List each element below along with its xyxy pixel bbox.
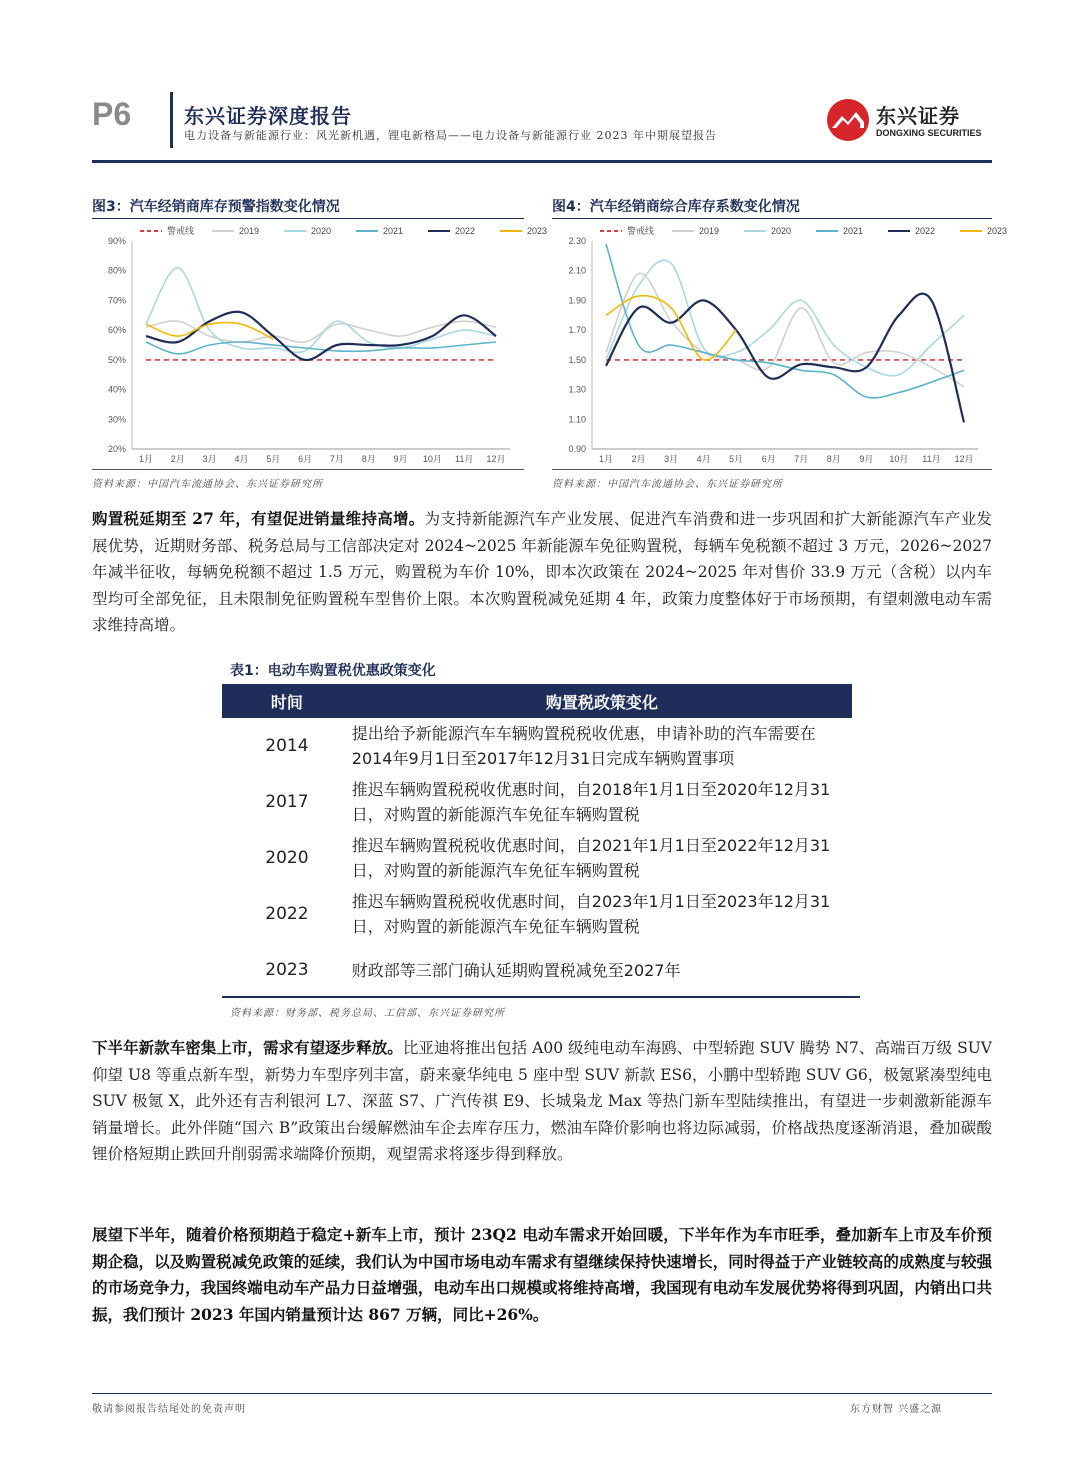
x-tick-label: 4月 <box>696 454 711 464</box>
table-cell-year: 2017 <box>265 792 309 812</box>
page-number: P6 <box>92 96 132 132</box>
figure-3-rule <box>92 218 524 219</box>
x-tick-label: 8月 <box>361 454 376 464</box>
x-tick-label: 12月 <box>486 454 506 464</box>
y-tick-label: 1.10 <box>568 414 586 425</box>
y-tick-label: 0.90 <box>568 444 586 454</box>
legend-label: 2019 <box>239 226 260 236</box>
x-tick-label: 10月 <box>422 454 442 464</box>
legend-label: 2019 <box>699 226 720 236</box>
report-subtitle: 电力设备与新能源行业：风光新机遇，锂电新格局——电力设备与新能源行业 2023 年中期展望报告 <box>184 129 717 142</box>
table-cell-policy: 提出给予新能源汽车车辆购置税税收优惠，申请补助的汽车需要在2014年9月1日至2017年12月31日完成车辆购置事项 <box>351 724 816 768</box>
legend-label: 2023 <box>987 226 1008 236</box>
table-row <box>222 774 852 830</box>
legend-label: 2023 <box>527 226 548 236</box>
x-tick-label: 5月 <box>729 454 744 464</box>
table-cell-year: 2020 <box>265 848 309 868</box>
y-tick-label: 1.70 <box>568 325 586 336</box>
x-tick-label: 9月 <box>393 454 408 464</box>
x-tick-label: 12月 <box>954 454 974 464</box>
paragraph-2-lead: 下半年新款车密集上市，需求有望逐步释放。 <box>92 1038 403 1057</box>
figure-4-rule <box>552 218 992 219</box>
y-tick-label: 1.30 <box>568 384 586 395</box>
y-tick-label: 1.50 <box>568 354 586 365</box>
series-line-2022 <box>606 294 964 423</box>
table-header-policy: 购置税政策变化 <box>352 684 852 718</box>
x-tick-label: 7月 <box>794 454 809 464</box>
company-logo-icon <box>826 98 870 142</box>
x-tick-label: 11月 <box>922 454 941 464</box>
report-title: 东兴证券深度报告 <box>184 104 352 128</box>
y-tick-label: 2.30 <box>568 236 586 246</box>
table-cell-policy: 推迟车辆购置税税收优惠时间，自2023年1月1日至2023年12月31日，对购置的新能源汽车免征车辆购置税 <box>351 892 831 936</box>
y-tick-label: 1.90 <box>568 295 586 306</box>
legend-label: 2021 <box>383 226 404 236</box>
x-tick-label: 4月 <box>234 454 249 464</box>
y-tick-label: 20% <box>107 444 126 454</box>
paragraph-purchase-tax <box>92 506 992 639</box>
y-tick-label: 80% <box>107 265 126 276</box>
header-rule <box>92 160 992 163</box>
y-tick-label: 30% <box>107 414 126 425</box>
table-cell-policy: 财政部等三部门确认延期购置税减免至2027年 <box>351 960 681 980</box>
y-tick-label: 70% <box>107 295 126 306</box>
series-line-2019 <box>146 321 496 342</box>
x-tick-label: 5月 <box>266 454 281 464</box>
table-bottom-rule <box>222 996 860 998</box>
x-tick-label: 2月 <box>631 454 646 464</box>
figure-4-source: 资料来源：中国汽车流通协会、东兴证券研究所 <box>552 479 783 490</box>
table-cell-year: 2014 <box>265 736 309 756</box>
x-tick-label: 3月 <box>664 454 679 464</box>
legend-label: 2020 <box>771 226 792 236</box>
legend-label: 2020 <box>311 226 332 236</box>
figure-4-bottom-rule <box>552 469 992 470</box>
table-cell-policy: 推迟车辆购置税税收优惠时间，自2018年1月1日至2020年12月31日，对购置的新能源汽车免征车辆购置税 <box>351 780 831 824</box>
table-cell-year: 2022 <box>265 904 309 924</box>
series-line-2021 <box>146 342 496 354</box>
table-row <box>222 718 852 774</box>
legend-label: 2022 <box>455 226 476 236</box>
table-cell-policy: 推迟车辆购置税税收优惠时间，自2021年1月1日至2022年12月31日，对购置的新能源汽车免征车辆购置税 <box>351 836 831 880</box>
table-header-time: 时间 <box>222 684 352 718</box>
x-tick-label: 11月 <box>455 454 474 464</box>
series-line-2019 <box>606 273 964 386</box>
y-tick-label: 2.10 <box>568 265 586 276</box>
paragraph-1-body: 为支持新能源汽车产业发展、促进汽车消费和进一步巩固和扩大新能源汽车产业发展优势，近期财务部、税务总局与工信部决定对 2024~2025 年新能源车免征购置税，每辆车免税额不超过 3 万元，2026~2027 年减半征收，每辆免税额不超过 1.5 万元，购置税为车价 10%，即本次政策在 2024~2025 年对售价 33.9 万元（含税）以内车型均可全部免征，且未限制免征购置税车型售价上限。本次购置税减免延期 4 年，政策力度整体好于市场预期，有望刺激电动车需求维持高增。 <box>92 510 992 634</box>
paragraph-new-models <box>92 1035 992 1168</box>
logo-text: 东兴证券 <box>876 104 960 128</box>
x-tick-label: 1月 <box>138 454 154 464</box>
table-source: 资料来源：财务部、税务总局、工信部、东兴证券研究所 <box>230 1008 505 1019</box>
x-tick-label: 6月 <box>761 454 776 464</box>
x-tick-label: 7月 <box>329 454 344 464</box>
x-tick-label: 2月 <box>170 454 185 464</box>
x-tick-label: 10月 <box>889 454 909 464</box>
y-tick-label: 60% <box>107 325 126 336</box>
table-row <box>222 886 852 942</box>
x-tick-label: 6月 <box>298 454 313 464</box>
paragraph-outlook: 展望下半年，随着价格预期趋于稳定+新车上市，预计 23Q2 电动车需求开始回暖，下半年作为车市旺季，叠加新车上市及车价预期企稳，以及购置税减免政策的延续，我们认为中国市场电动车需求有望继续保持快速增长，同时得益于产业链较高的成熟度与较强的市场竞争力，我国终端电动车产品力日益增强，电动车出口规模或将维持高增，我国现有电动车发展优势将得到巩固，内销出口共振，我们预计 2023 年国内销量预计达 867 万辆，同比+26%。 <box>92 1225 992 1324</box>
table-row <box>222 830 852 886</box>
table-cell-year: 2023 <box>265 960 309 980</box>
legend-label: 2022 <box>915 226 936 236</box>
paragraph-1-lead: 购置税延期至 27 年，有望促进销量维持高增。 <box>92 509 425 528</box>
figure-3-chart <box>92 221 548 467</box>
policy-table <box>222 684 852 998</box>
logo-english: DONGXING SECURITIES <box>876 128 982 138</box>
legend-label: 警戒线 <box>167 226 195 236</box>
figure-4-title: 图4：汽车经销商综合库存系数变化情况 <box>552 199 800 215</box>
y-tick-label: 50% <box>107 354 126 365</box>
header-divider <box>170 92 173 148</box>
x-tick-label: 8月 <box>826 454 841 464</box>
paragraph-2-body: 比亚迪将推出包括 A00 级纯电动车海鸥、中型轿跑 SUV 腾势 N7、高端百万级 SUV 仰望 U8 等重点新车型，新势力车型序列丰富，蔚来豪华纯电 5 座中型 SUV 新款 ES6，小鹏中型轿跑 SUV G6，极氪紧凑型纯电 SUV 极氪 X，此外还有吉利银河 L7、深蓝 S7、广汽传祺 E9、长城枭龙 Max 等热门新车型陆续推出，有望进一步刺激新能源车销量增长。此外伴随“国六 B”政策出台缓解燃油车企去库存压力，燃油车降价影响也将边际减弱，价格战热度逐渐消退，叠加碳酸锂价格短期止跌回升削弱需求端降价预期，观望需求将逐步得到释放。 <box>92 1039 992 1163</box>
y-tick-label: 40% <box>107 384 126 395</box>
figure-3-bottom-rule <box>92 469 524 470</box>
footer-rule <box>92 1393 992 1394</box>
legend-label: 警戒线 <box>627 226 655 236</box>
figure-4-chart <box>552 221 1008 467</box>
footer-slogan: 东方财智 兴盛之源 <box>850 1404 943 1415</box>
table-row <box>222 942 852 998</box>
x-tick-label: 3月 <box>202 454 217 464</box>
legend-label: 2021 <box>843 226 864 236</box>
table-1-title: 表1：电动车购置税优惠政策变化 <box>230 663 436 679</box>
table-header-row <box>222 684 852 718</box>
footer-disclaimer: 敬请参阅报告结尾处的免责声明 <box>92 1404 246 1415</box>
x-tick-label: 1月 <box>598 454 614 464</box>
figure-3-source: 资料来源：中国汽车流通协会、东兴证券研究所 <box>92 479 323 490</box>
series-line-2020 <box>146 268 496 353</box>
x-tick-label: 9月 <box>859 454 874 464</box>
figure-3-title: 图3：汽车经销商库存预警指数变化情况 <box>92 199 340 215</box>
y-tick-label: 90% <box>107 236 126 246</box>
